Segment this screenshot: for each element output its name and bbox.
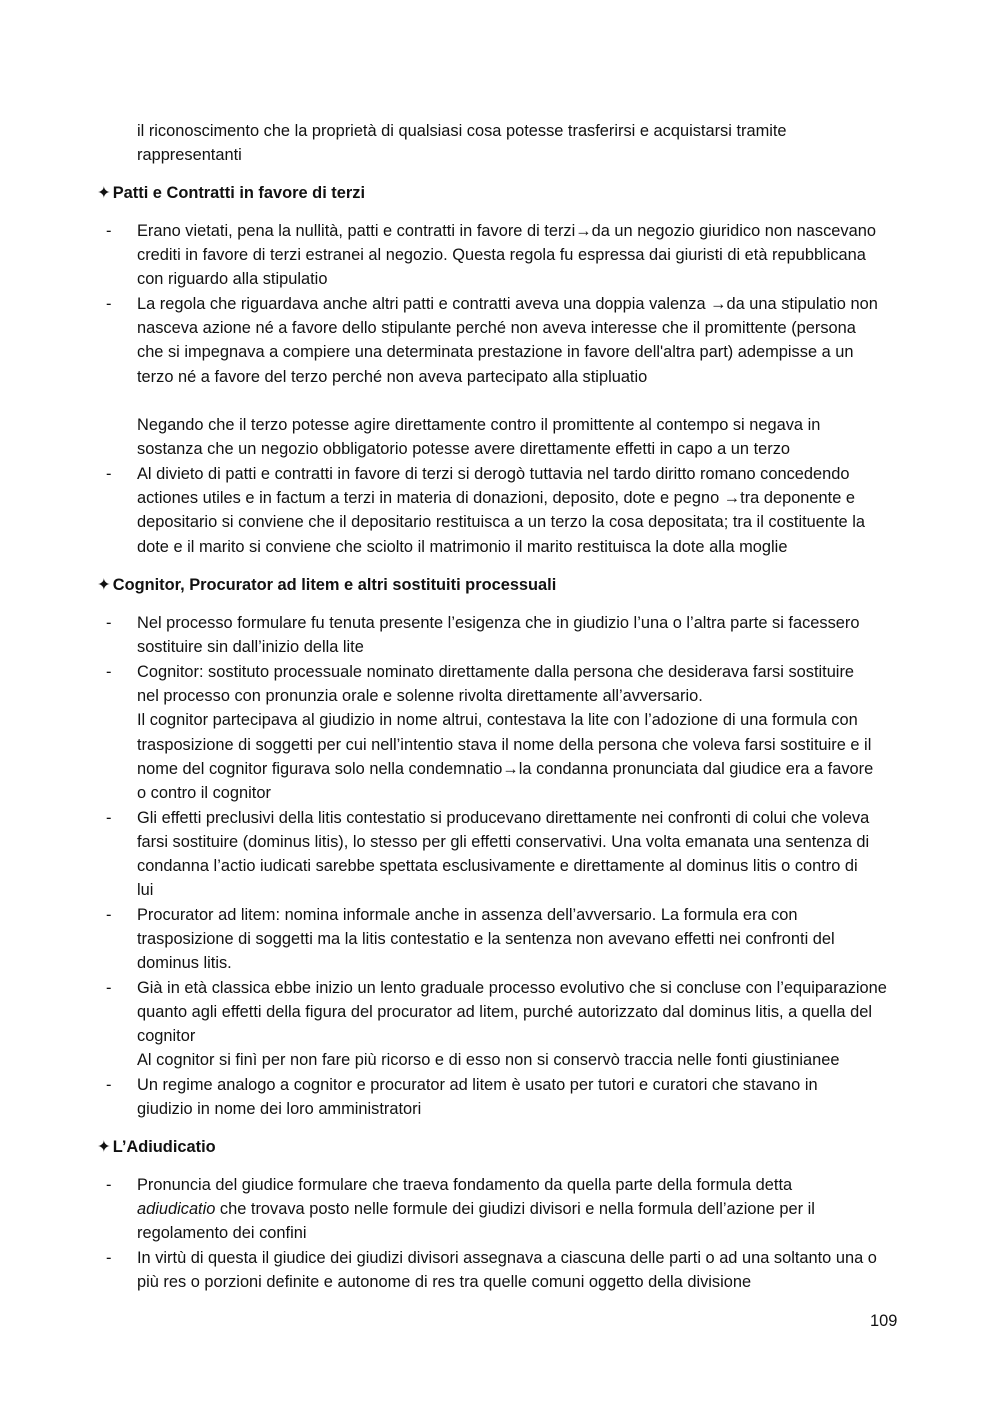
- text-line: Negando che il terzo potesse agire direttamente contro il promittente al contempo si negava in: [137, 416, 821, 434]
- text-line: terzo né a favore del terzo perché non aveva partecipato alla stipluatio: [137, 368, 648, 386]
- text-line: Pronuncia del giudice formulare che traeva fondamento da quella parte della formula detta: [137, 1176, 793, 1194]
- section-heading: [97, 573, 556, 597]
- text-line: dominus litis.: [137, 954, 232, 972]
- text-line: Al divieto di patti e contratti in favore di terzi si derogò tuttavia nel tardo diritto romano concedendo: [137, 465, 850, 483]
- bullet-dash: -: [106, 1176, 112, 1194]
- text-line: sostituire sin dall’inizio della lite: [137, 638, 364, 656]
- text-line: La regola che riguardava anche altri patti e contratti aveva una doppia valenza →da una stipulatio non: [137, 295, 878, 313]
- text-line: con riguardo alla stipulatio: [137, 270, 328, 288]
- text-line: nasceva azione né a favore dello stipulante perché non aveva interesse che il promittente (persona: [137, 319, 856, 337]
- text-line: rappresentanti: [137, 146, 242, 164]
- text-line: Già in età classica ebbe inizio un lento graduale processo evolutivo che si concluse con l’equiparazione: [137, 979, 887, 997]
- star-icon: ✦: [97, 576, 111, 594]
- text-line: In virtù di questa il giudice dei giudizi divisori assegnava a ciascuna delle parti o ad una soltanto una o: [137, 1249, 877, 1267]
- text-line: regolamento dei confini: [137, 1224, 307, 1242]
- section-heading: [97, 1135, 216, 1159]
- text-line: nel processo con pronunzia orale e solenne rivolta direttamente all’avversario.: [137, 687, 703, 705]
- text-line: quanto agli effetti della figura del procurator ad litem, purché autorizzato dal dominus litis, a quella del: [137, 1003, 872, 1021]
- text-line: dote e il marito si conviene che sciolto il matrimonio il marito restituisca la dote alla moglie: [137, 538, 788, 556]
- bullet-dash: -: [106, 614, 112, 632]
- text-line: crediti in favore di terzi estranei al negozio. Questa regola fu espressa dai giuristi di età repubblicana: [137, 246, 866, 264]
- bullet-dash: -: [106, 222, 112, 240]
- text-line: adiudicatio che trovava posto nelle formule dei giudizi divisori e nella formula dell’azione per il: [137, 1200, 815, 1218]
- section-heading-text: L’Adiudicatio: [112, 1138, 216, 1156]
- text-line: farsi sostituire (dominus litis), lo stesso per gli effetti conservativi. Una volta emanata una sentenza di: [137, 833, 870, 851]
- star-icon: ✦: [97, 184, 111, 202]
- section-heading-text: Cognitor, Procurator ad litem e altri sostituiti processuali: [112, 576, 557, 594]
- text-line: Cognitor: sostituto processuale nominato direttamente dalla persona che desiderava farsi sostituire: [137, 663, 855, 681]
- text-line: actiones utiles e in factum a terzi in materia di donazioni, deposito, dote e pegno →tra deponente e: [137, 489, 855, 507]
- text-line: o contro il cognitor: [137, 784, 271, 802]
- text-line: che si impegnava a compiere una determinata prestazione in favore dell'altra part) adempisse a un: [137, 343, 854, 361]
- text-line: Un regime analogo a cognitor e procurator ad litem è usato per tutori e curatori che stavano in: [137, 1076, 818, 1094]
- bullet-dash: -: [106, 906, 112, 924]
- page-number: 109: [870, 1312, 898, 1330]
- text-line: depositario si conviene che il depositario restituisca a un terzo la cosa depositata; tra il costituente la: [137, 513, 865, 531]
- text-line: lui: [137, 881, 154, 899]
- star-icon: ✦: [97, 1138, 111, 1156]
- text-line: sostanza che un negozio obbligatorio potesse avere direttamente effetti in capo a un terzo: [137, 440, 791, 458]
- bullet-dash: -: [106, 465, 112, 483]
- section-heading-text: Patti e Contratti in favore di terzi: [112, 184, 366, 202]
- text-line: più res o porzioni definite e autonome di res tra quelle comuni oggetto della divisione: [137, 1273, 752, 1291]
- text-line: Al cognitor si finì per non fare più ricorso e di esso non si conservò traccia nelle fonti giustinianee: [137, 1051, 840, 1069]
- text-line: Procurator ad litem: nomina informale anche in assenza dell’avversario. La formula era con: [137, 906, 798, 924]
- italic-term: adiudicatio: [137, 1200, 216, 1218]
- text-line: giudizio in nome dei loro amministratori: [137, 1100, 422, 1118]
- text-line: nome del cognitor figurava solo nella condemnatio→la condanna pronunciata dal giudice era a favore: [137, 760, 874, 778]
- section-heading: [97, 181, 365, 205]
- text-line: il riconoscimento che la proprietà di qualsiasi cosa potesse trasferirsi e acquistarsi tramite: [137, 122, 787, 140]
- text-line: Erano vietati, pena la nullità, patti e contratti in favore di terzi→da un negozio giuridico non nascevano: [137, 222, 876, 240]
- text-line: trasposizione di soggetti per cui nell’intentio stava il nome della persona che voleva farsi sostituire e il: [137, 736, 872, 754]
- bullet-dash: -: [106, 1249, 112, 1267]
- bullet-dash: -: [106, 1076, 112, 1094]
- bullet-dash: -: [106, 295, 112, 313]
- bullet-dash: -: [106, 809, 112, 827]
- text-line: Nel processo formulare fu tenuta presente l’esigenza che in giudizio l’una o l’altra parte si facessero: [137, 614, 860, 632]
- bullet-dash: -: [106, 663, 112, 681]
- text-line: Gli effetti preclusivi della litis contestatio si producevano direttamente nei confronti di colui che voleva: [137, 809, 870, 827]
- text-line: condanna l’actio iudicati sarebbe spettata esclusivamente e direttamente al dominus litis o contro di: [137, 857, 858, 875]
- text-line: trasposizione di soggetti ma la litis contestatio e la sentenza non avevano effetti nei confronti del: [137, 930, 835, 948]
- text-line: Il cognitor partecipava al giudizio in nome altrui, contestava la lite con l’adozione di una formula con: [137, 711, 858, 729]
- text-line: cognitor: [137, 1027, 196, 1045]
- bullet-dash: -: [106, 979, 112, 997]
